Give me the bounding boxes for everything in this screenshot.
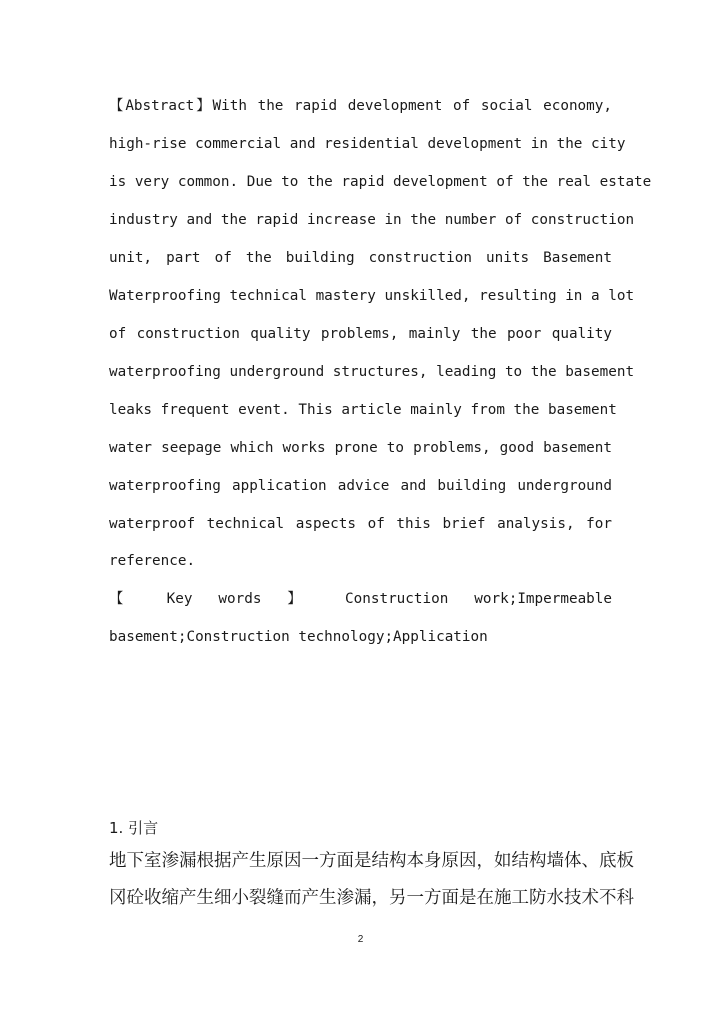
- keywords-line: basement;Construction technology;Application: [109, 629, 488, 645]
- page-number: 2: [357, 934, 364, 945]
- keywords-line: 【 Key words 】 Construction work;Impermeable: [109, 591, 612, 607]
- abstract-line: water seepage which works prone to problems, good basement: [109, 440, 612, 456]
- abstract-line: unit, part of the building construction units Basement: [109, 250, 612, 266]
- abstract-line: waterproofing underground structures, leading to the basement: [109, 364, 635, 380]
- abstract-line: of construction quality problems, mainly the poor quality: [109, 326, 612, 342]
- body-line: 冈砼收缩产生细小裂缝而产生渗漏，另一方面是在施工防水技术不科: [109, 888, 634, 908]
- abstract-line: high-rise commercial and residential development in the city: [109, 136, 626, 152]
- abstract-line: waterproof technical aspects of this brief analysis, for: [109, 516, 612, 532]
- abstract-line: leaks frequent event. This article mainly from the basement: [109, 402, 617, 418]
- abstract-line: industry and the rapid increase in the number of construction: [109, 212, 635, 228]
- abstract-line: reference.: [109, 553, 196, 569]
- abstract-line: 【Abstract】With the rapid development of social economy,: [109, 98, 612, 114]
- abstract-line: is very common. Due to the rapid development of the real estate: [109, 174, 652, 190]
- abstract-line: waterproofing application advice and building underground: [109, 478, 612, 494]
- body-line: 地下室渗漏根据产生原因一方面是结构本身原因，如结构墙体、底板: [109, 851, 634, 871]
- section-heading: 1. 引言: [109, 819, 159, 837]
- abstract-line: Waterproofing technical mastery unskilled, resulting in a lot: [109, 288, 635, 304]
